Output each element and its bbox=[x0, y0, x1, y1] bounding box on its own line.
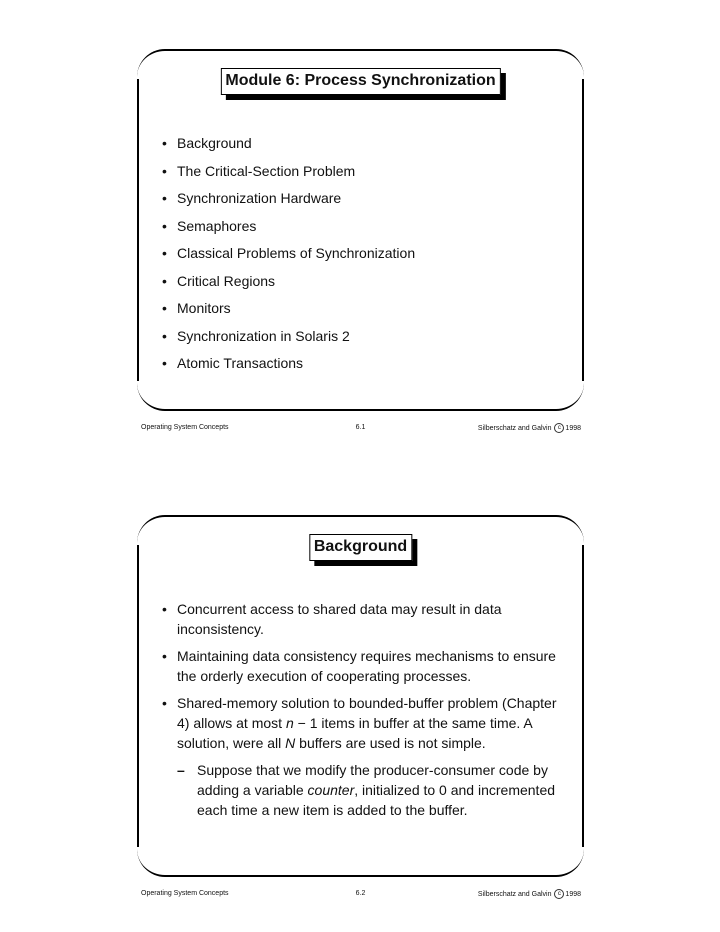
slide-title: Background bbox=[309, 534, 412, 561]
math-variable: N bbox=[285, 735, 296, 751]
math-variable: n bbox=[285, 715, 294, 731]
sub-bullet-item bbox=[177, 760, 562, 820]
slide-title-container bbox=[309, 534, 412, 561]
bullet-list bbox=[162, 133, 562, 381]
bullet-item: • Atomic Transactions bbox=[162, 353, 562, 381]
bullet-text: − 1 items in buffer at the same time. A solution, were all bbox=[177, 715, 532, 751]
footer-year: 1998 bbox=[565, 890, 581, 898]
footer-book-title: Operating System Concepts bbox=[141, 424, 229, 431]
code-variable: counter bbox=[307, 782, 355, 798]
bullet-item: • Synchronization Hardware bbox=[162, 188, 562, 216]
bullet-text: buffers are used is not simple. bbox=[295, 735, 486, 751]
bullet-item bbox=[162, 693, 562, 820]
sub-bullet-list bbox=[177, 760, 562, 820]
footer-page-number: 6.1 bbox=[355, 424, 366, 431]
slide-title: Module 6: Process Synchronization bbox=[220, 68, 500, 95]
bullet-item: • Synchronization in Solaris 2 bbox=[162, 326, 562, 354]
bullet-item: • Monitors bbox=[162, 298, 562, 326]
bullet-item: • Classical Problems of Synchronization bbox=[162, 243, 562, 271]
footer-authors bbox=[478, 423, 581, 433]
sub-bullet-text: Suppose that we modify the producer-consumer code by adding a variable bbox=[197, 762, 548, 798]
bullet-item: • Semaphores bbox=[162, 216, 562, 244]
bullet-item: • Critical Regions bbox=[162, 271, 562, 299]
bullet-item: • Concurrent access to shared data may result in data inconsistency. bbox=[162, 599, 562, 639]
bullet-item: • The Critical-Section Problem bbox=[162, 161, 562, 189]
copyright-icon: c bbox=[554, 423, 564, 433]
slide-frame bbox=[137, 515, 584, 877]
footer-author-names: Silberschatz and Galvin bbox=[477, 424, 552, 432]
footer-book-title: Operating System Concepts bbox=[141, 890, 229, 897]
bullet-item: • Maintaining data consistency requires mechanisms to ensure the orderly execution of cooperating processes. bbox=[162, 646, 562, 686]
bullet-list bbox=[162, 599, 562, 827]
slide-title-container bbox=[220, 68, 500, 95]
slide-frame bbox=[137, 49, 584, 411]
footer-year: 1998 bbox=[565, 424, 581, 432]
sub-bullet-text: , initialized to 0 and incremented each time a new item is added to the buffer. bbox=[197, 782, 556, 818]
bullet-item: • Background bbox=[162, 133, 562, 161]
copyright-icon: c bbox=[554, 889, 564, 899]
footer-authors bbox=[478, 889, 581, 899]
footer-author-names: Silberschatz and Galvin bbox=[477, 890, 552, 898]
bullet-text: Shared-memory solution to bounded-buffer problem (Chapter 4) allows at most bbox=[177, 695, 557, 731]
footer-page-number: 6.2 bbox=[355, 890, 366, 897]
